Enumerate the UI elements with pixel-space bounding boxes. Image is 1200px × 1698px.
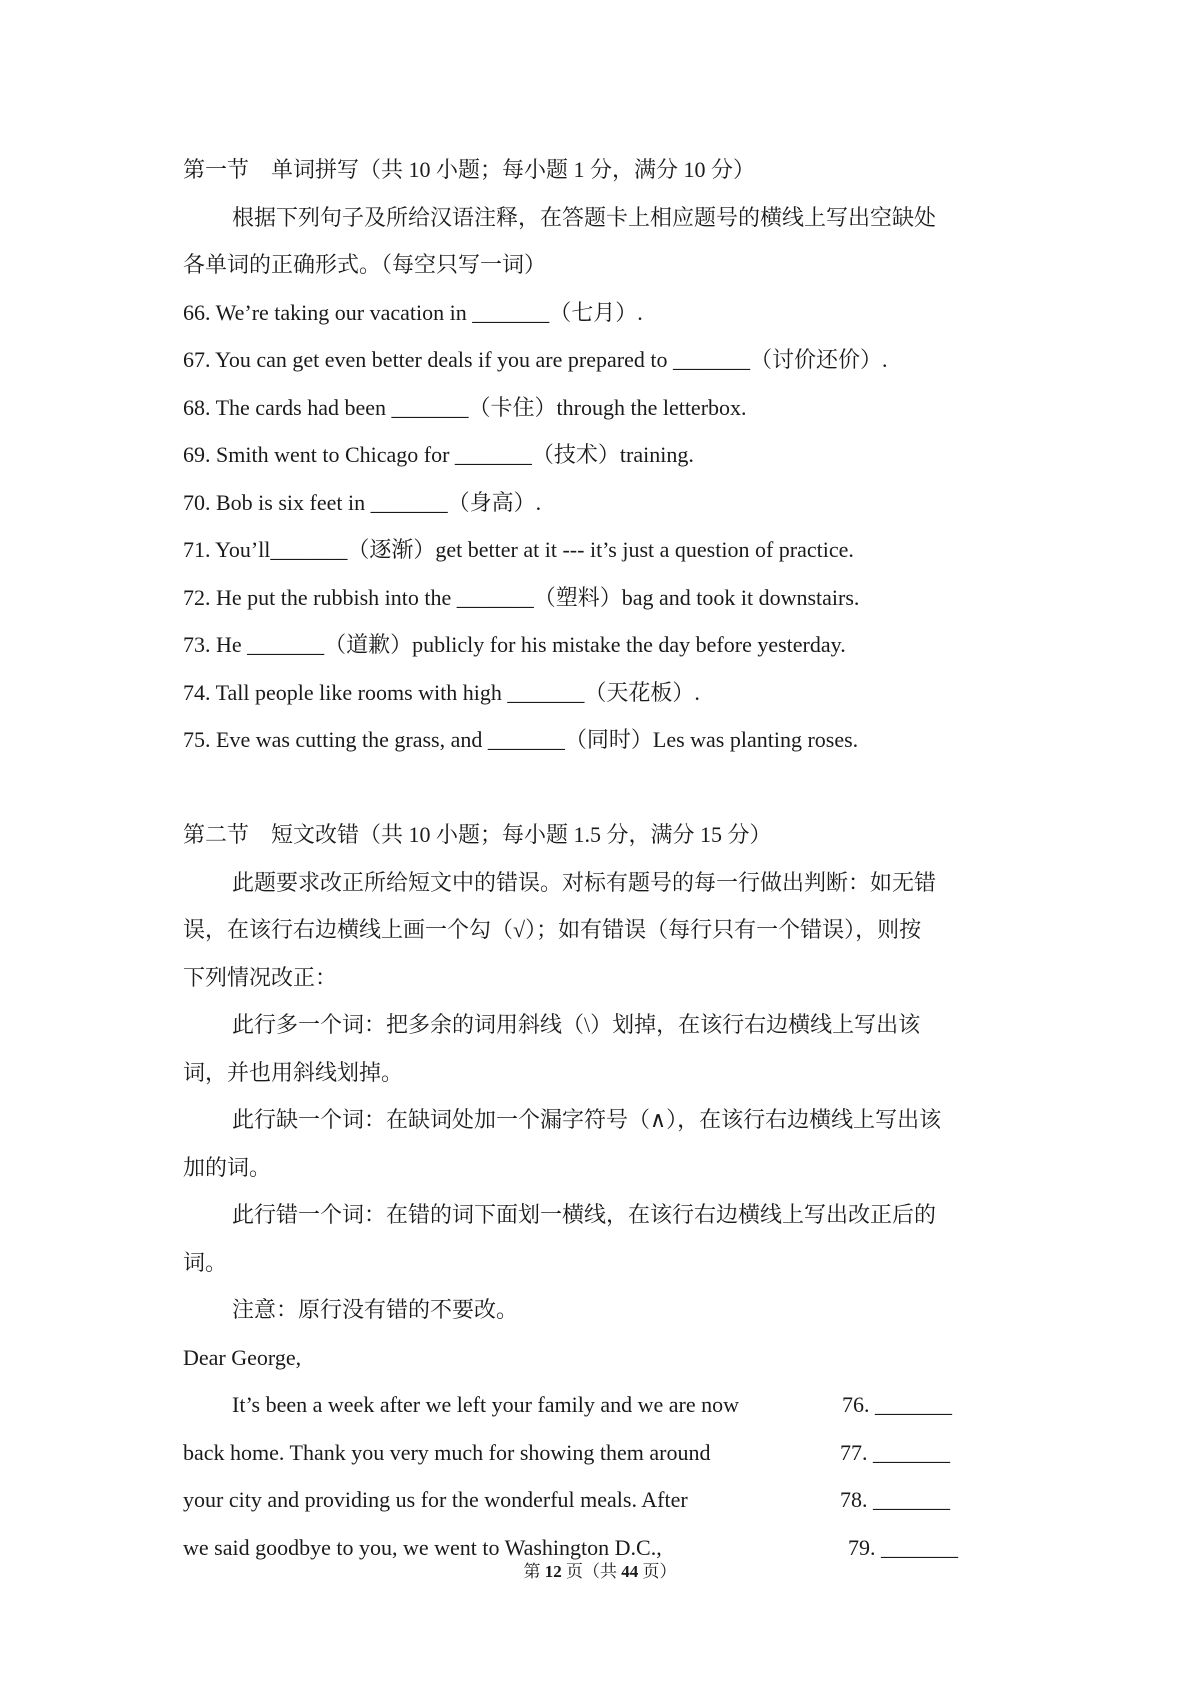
section2-instruction-line: 此行错一个词：在错的词下面划一横线，在该行右边横线上写出改正后的: [232, 1202, 937, 1227]
passage-line-78: your city and providing us for the wonderful meals. After: [183, 1487, 688, 1512]
question-71: 71. You’ll_______（逐渐）get better at it --- it’s just a question of practice.: [183, 537, 854, 562]
section2-instruction-line: 词，并也用斜线划掉。: [183, 1060, 404, 1085]
question-75: 75. Eve was cutting the grass, and _______（同时）Les was planting roses.: [183, 727, 859, 752]
answer-blank-78: 78. _______: [840, 1487, 950, 1512]
current-page-number: 12: [544, 1562, 562, 1581]
footer-suffix: 页）: [638, 1562, 677, 1581]
letter-greeting: Dear George,: [183, 1345, 302, 1370]
footer-prefix: 第: [523, 1562, 545, 1581]
answer-blank-79: 79. _______: [848, 1535, 958, 1560]
section2-note: 注意：原行没有错的不要改。: [232, 1297, 519, 1322]
answer-blank-76: 76. _______: [842, 1392, 952, 1417]
section2-instruction-line: 此行多一个词：把多余的词用斜线（\）划掉，在该行右边横线上写出该: [232, 1012, 921, 1037]
question-72: 72. He put the rubbish into the _______（塑料）bag and took it downstairs.: [183, 585, 860, 610]
section2-heading: 第二节 短文改错（共 10 小题；每小题 1.5 分，满分 15 分）: [183, 822, 772, 847]
section1-heading: 第一节 单词拼写（共 10 小题；每小题 1 分，满分 10 分）: [183, 157, 756, 182]
question-70: 70. Bob is six feet in _______（身高）.: [183, 490, 542, 515]
passage-line-79: we said goodbye to you, we went to Washington D.C.,: [183, 1535, 662, 1560]
question-69: 69. Smith went to Chicago for _______（技术）training.: [183, 442, 694, 467]
footer-middle: 页（共: [561, 1562, 622, 1581]
question-67: 67. You can get even better deals if you are prepared to _______（讨价还价）.: [183, 347, 888, 372]
passage-line-77: back home. Thank you very much for showing them around: [183, 1440, 711, 1465]
section2-instruction-line: 此题要求改正所给短文中的错误。对标有题号的每一行做出判断：如无错: [232, 870, 937, 895]
section2-instruction-line: 加的词。: [183, 1155, 272, 1180]
total-pages-number: 44: [621, 1562, 639, 1581]
question-68: 68. The cards had been _______（卡住）through the letterbox.: [183, 395, 747, 420]
page-footer: [0, 1560, 1200, 1584]
question-74: 74. Tall people like rooms with high _______（天花板）.: [183, 680, 700, 705]
section1-instruction-line: 根据下列句子及所给汉语注释，在答题卡上相应题号的横线上写出空缺处: [232, 205, 937, 230]
section2-instruction-line: 误，在该行右边横线上画一个勾（√）；如有错误（每行只有一个错误），则按: [183, 917, 922, 942]
question-66: 66. We’re taking our vacation in _______（七月）.: [183, 300, 643, 325]
section2-instruction-line: 此行缺一个词：在缺词处加一个漏字符号（∧），在该行右边横线上写出该: [232, 1107, 942, 1132]
answer-blank-77: 77. _______: [840, 1440, 950, 1465]
section2-instruction-line: 词。: [183, 1250, 228, 1275]
passage-line-76: It’s been a week after we left your family and we are now: [232, 1392, 739, 1417]
section2-instruction-line: 下列情况改正：: [183, 965, 338, 990]
question-73: 73. He _______（道歉）publicly for his mistake the day before yesterday.: [183, 632, 846, 657]
section1-instruction-line: 各单词的正确形式。（每空只写一词）: [183, 252, 547, 277]
